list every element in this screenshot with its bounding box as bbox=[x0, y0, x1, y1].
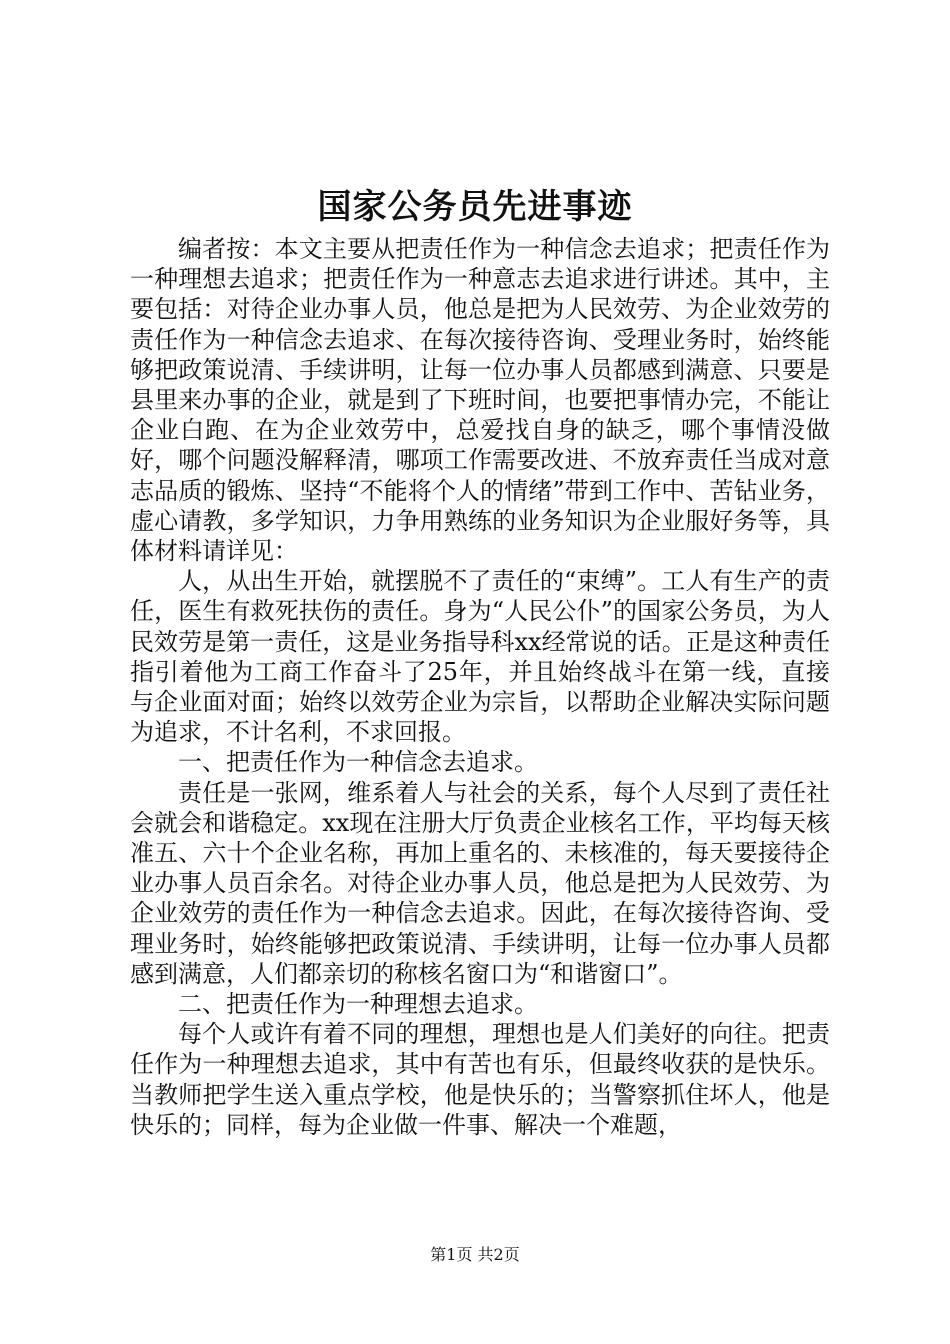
section-heading-1: 一、把责任作为一种信念去追求。 bbox=[178, 748, 538, 777]
document-body bbox=[130, 234, 830, 1140]
page-number-footer: 第1页 共2页 bbox=[430, 1245, 520, 1264]
paragraph-editor-note: 编者按：本文主要从把责任作为一种信念去追求；把责任作为一种理想去追求；把责任作为一种意志去追求进行讲述。其中，主要包括：对待企业办事人员，他总是把为人民效劳、为企业效劳的责任作为一种信念去追求、在每次接待咨询、受理业务时，始终能够把政策说清、手续讲明，让每一位办事人员都感到满意、只要是县里来办事的企业，就是到了下班时间，也要把事情办完，不能让企业白跑、在为企业效劳中，总爱找自身的缺乏，哪个事情没做好，哪个问题没解释清，哪项工作需要改进、不放弃责任当成对意志品质的锻炼、坚持“不能将个人的情绪”带到工作中、苦钻业务，虚心请教，多学知识，力争用熟练的业务知识为企业服好务等，具体材料请详见： bbox=[130, 235, 830, 566]
section-heading-2: 二、把责任作为一种理想去追求。 bbox=[178, 990, 538, 1019]
document-title: 国家公务员先进事迹 bbox=[317, 187, 633, 227]
paragraph-section-1: 责任是一张网，维系着人与社会的关系，每个人尽到了责任社会就会和谐稳定。xx现在注册大厅负责企业核名工作，平均每天核准五、六十个企业名称，再加上重名的、未核准的，每天要接待企业办事人员百余名。对待企业办事人员，他总是把为人民效劳、为企业效劳的责任作为一种信念去追求。因此，在每次接待咨询、受理业务时，始终能够把政策说清、手续讲明，让每一位办事人员都感到满意，人们都亲切的称核名窗口为“和谐窗口”。 bbox=[130, 778, 830, 988]
paragraph-section-2: 每个人或许有着不同的理想，理想也是人们美好的向往。把责任作为一种理想去追求，其中有苦也有乐，但最终收获的是快乐。当教师把学生送入重点学校，他是快乐的；当警察抓住坏人，他是快乐的；同样，每为企业做一件事、解决一个难题， bbox=[130, 1020, 830, 1139]
paragraph-intro: 人，从出生开始，就摆脱不了责任的“束缚”。工人有生产的责任，医生有救死扶伤的责任。身为“人民公仆”的国家公务员，为人民效劳是第一责任，这是业务指导科xx经常说的话。正是这种责任指引着他为工商工作奋斗了25年，并且始终战斗在第一线，直接与企业面对面；始终以效劳企业为宗旨，以帮助企业解决实际问题为追求，不计名利，不求回报。 bbox=[130, 567, 830, 747]
